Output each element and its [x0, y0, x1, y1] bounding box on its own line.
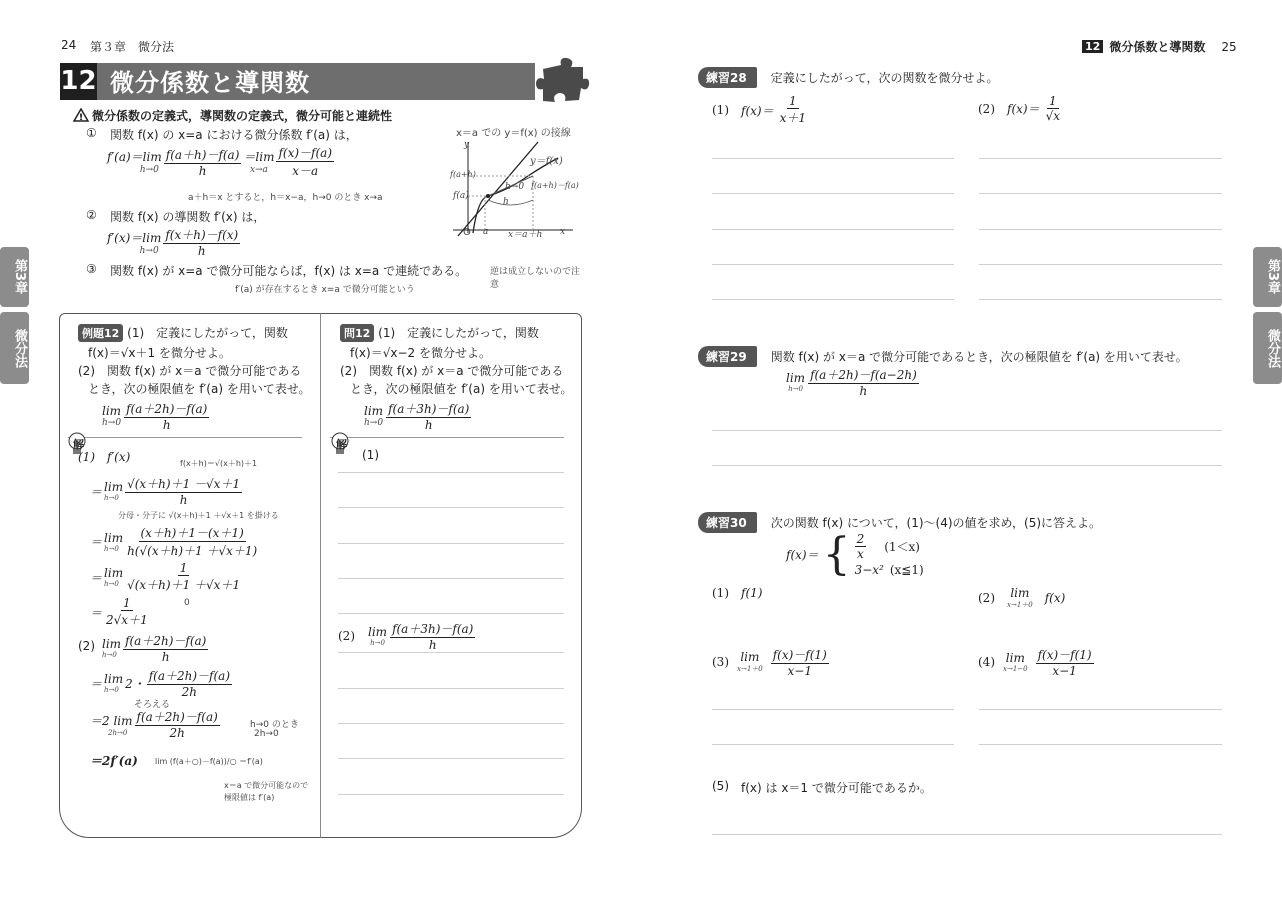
problem-line-5: [338, 613, 564, 614]
left-chapter-header: 第３章 微分法: [90, 40, 175, 54]
graph-fah-label: f(a+h): [450, 170, 476, 179]
ex29-limit: lim h→0 $\frac{f(a+2h)-f(a-2h)}{h}$: [786, 368, 917, 398]
right-header-title: 微分係数と導関数: [1109, 40, 1206, 54]
problem-line-3: [338, 543, 564, 544]
item1-number: ①: [86, 126, 97, 140]
problem-limit: lim h→0 $\frac{f(a+3h)-f(a)}{h}$: [364, 402, 470, 432]
ex28-line-r5: [979, 299, 1222, 300]
item2-number: ②: [86, 208, 97, 222]
ex30-label: 練習30: [698, 512, 757, 533]
ex30-header: 練習30 次の関数 f(x) について，(1)〜(4)の値を求め，(5)に答えよ。: [698, 512, 1101, 533]
ex28-line-l2: [712, 193, 954, 194]
problem-line-2: [338, 507, 564, 508]
right-side-tab-topic: 微分法: [1253, 312, 1282, 384]
ex29-line-1: [712, 430, 1222, 431]
ex30-line-l2: [712, 744, 954, 745]
graph-y-axis-label: y: [464, 140, 470, 150]
example-label: 例題12: [78, 324, 123, 342]
section-title: 微分係数と導関数: [110, 69, 310, 97]
sol-step2-note: 分母・分子に √(x＋h)＋1 ＋√x＋1 を掛ける: [118, 511, 279, 520]
sol-step2: ＝ lim h→0 $\frac{√(x+h)+1 -√x+1}{h}$: [90, 477, 241, 507]
problem-solution-label: 解: [336, 438, 347, 451]
right-page-number: 25: [1221, 39, 1237, 54]
right-header-number: 12: [1082, 40, 1103, 53]
ex28-line-r4: [979, 264, 1222, 265]
sol-step4: ＝ lim h→0 $\frac{1}{√(x+h)+1 +√x+1}$: [90, 561, 241, 592]
graph-xah-label: x＝a＋h: [508, 230, 543, 240]
problem-q2: (2) 関数 f(x) が x＝a で微分可能である: [340, 364, 564, 378]
solution-label: 解: [73, 438, 84, 451]
item1-text: 関数 f(x) の x=a における微分係数 f′(a) は，: [110, 128, 358, 142]
ex28-line-l3: [712, 229, 954, 230]
sol-step1: (1) f′(x): [78, 450, 131, 464]
graph-x-axis-label: x: [560, 227, 566, 237]
keypoint-icon: [73, 107, 89, 121]
example-q1b: f(x)＝√x＋1 を微分せよ。: [88, 346, 231, 360]
ex29-label: 練習29: [698, 346, 757, 367]
sol-part2-step3: ＝2 lim 2h→0 $\frac{f(a+2h)-f(a)}{2h}$: [90, 710, 218, 740]
ex30-definition: f(x)＝ { $\frac{2}{x}$ (1＜x) 3−x² (x≦1): [786, 528, 924, 580]
item2-text: 関数 f(x) の導関数 f′(x) は，: [110, 210, 266, 224]
ex30-part1: (1) f(1): [712, 586, 763, 600]
ex28-line-r1: [979, 158, 1222, 159]
keypoint-title: 微分係数の定義式，導関数の定義式，微分可能と連続性: [92, 109, 393, 123]
ex30-line-l1: [712, 709, 954, 710]
ex30-line-5: [712, 834, 1222, 835]
sol-part2-step2-note: そろえる: [134, 700, 171, 710]
ex30-line-r1: [979, 709, 1222, 710]
item3-number: ③: [86, 262, 97, 276]
svg-text:!: !: [78, 113, 84, 122]
graph-diff-label: f(a+h)－f(a): [531, 181, 579, 190]
problem-line-7: [338, 688, 564, 689]
sol-part2-result-note: lim (f(a＋○)－f(a))/○ ＝f′(a): [155, 757, 263, 766]
left-page-number: 24: [61, 38, 77, 52]
item3-note: 逆は成立しないので注意: [490, 267, 581, 290]
example-q2: (2) 関数 f(x) が x＝a で微分可能である: [78, 364, 302, 378]
right-side-tab-chapter: 第3章: [1253, 247, 1282, 307]
sol-step5: ＝ $\frac{1}{2√x+1}$: [90, 596, 148, 627]
sol-part2-step2: ＝ lim h→0 2・ $\frac{f(a+2h)-f(a)}{2h}$: [90, 669, 231, 699]
problem-label: 問12: [340, 324, 374, 342]
problem-line-1: [338, 472, 564, 473]
graph-caption: x＝a での y＝f(x) の接線: [456, 128, 571, 139]
ex28-line-l4: [712, 264, 954, 265]
problem-divider: [330, 437, 564, 438]
ex28-line-r3: [979, 229, 1222, 230]
ex28-header: 練習28 定義にしたがって，次の関数を微分せよ。: [698, 67, 998, 88]
problem-answer2: (2) lim h→0 $\frac{f(a+3h)-f(a)}{h}$: [338, 622, 474, 652]
problem-line-10: [338, 794, 564, 795]
example-limit: lim h→0 $\frac{f(a+2h)-f(a)}{h}$: [102, 402, 208, 432]
example-q2b: とき，次の極限値を f′(a) を用いて表せ。: [88, 382, 311, 396]
problem-q2b: とき，次の極限値を f′(a) を用いて表せ。: [350, 382, 573, 396]
formula2: f′(x)＝lim h→0 $\frac{f(x+h)-f(x)}{h}$: [107, 228, 239, 258]
ex30-part4: (4) lim x→1−0 $\frac{f(x)-f(1)}{x-1}$: [978, 648, 1092, 678]
sol-part2-label: (2): [78, 639, 95, 653]
example-divider: [68, 437, 302, 438]
sol-part2-result: ＝2f′(a): [90, 754, 138, 768]
sol-part2-result-note3: 極限値は f′(a): [224, 793, 275, 802]
graph-h-label: h: [503, 197, 509, 207]
example-header: 例題12 (1) 定義にしたがって，関数: [78, 324, 288, 342]
problem-answer1-label: (1): [362, 448, 379, 462]
graph-h0-label: h→0: [505, 182, 525, 192]
problem-line-6: [338, 652, 564, 653]
item3-text: 関数 f(x) が x=a で微分可能ならば，f(x) は x=a で連続である。: [110, 264, 468, 278]
ex30-line-r2: [979, 744, 1222, 745]
sol-part2-step3-note1: h→0 のとき: [250, 720, 299, 730]
ex29-line-2: [712, 465, 1222, 466]
item3-subnote: f′(a) が存在するとき x=a で微分可能という: [235, 285, 415, 295]
left-side-tab-topic: 微分法: [0, 312, 29, 384]
puzzle-icon: [535, 55, 590, 105]
sol-step1-note: f(x＋h)＝√(x＋h)＋1: [180, 459, 258, 468]
sol-part2-result-note2: x＝a で微分可能なので: [224, 781, 309, 790]
sol-step3: ＝ lim h→0 $\frac{(x+h)+1-(x+1)}{h(√(x+h)+1 +√x+1)}$: [90, 526, 258, 558]
graph-fx-label: y＝f(x): [530, 156, 563, 167]
ex28-line-r2: [979, 193, 1222, 194]
ex28-line-l1: [712, 158, 954, 159]
graph-origin: O: [463, 227, 471, 238]
formula1: f′(a)＝lim h→0 $\frac{f(a+h)-f(a)}{h}$ ＝lim x→a $\frac{f(x)-f(a)}{x-a}$: [107, 146, 333, 178]
problem-line-4: [338, 578, 564, 579]
ex30-part3: (3) lim x→1＋0 $\frac{f(x)-f(1)}{x-1}$: [712, 648, 827, 678]
left-side-tab-chapter: 第3章: [0, 247, 29, 307]
formula1-note: a＋h＝x とすると，h＝x−a，h→0 のとき x→a: [188, 193, 383, 203]
right-header: [1082, 38, 1237, 55]
ex30-part5: (5) f(x) は x＝1 で微分可能であるか。: [712, 779, 932, 795]
problem-line-8: [338, 723, 564, 724]
ex29-header: 練習29 関数 f(x) が x＝a で微分可能であるとき，次の極限値を f′(a) を用いて表せ。: [698, 346, 1188, 367]
sol-part2-step1: lim h→0 $\frac{f(a+2h)-f(a)}{h}$: [102, 634, 207, 664]
ex30-part2: (2) lim x→1＋0 f(x): [978, 586, 1066, 609]
ex28-line-l5: [712, 299, 954, 300]
sol-step4-note: 0: [184, 598, 190, 608]
ex28-part1: (1) f(x)＝ $\frac{1}{x+1}$: [712, 94, 806, 125]
ex28-label: 練習28: [698, 67, 757, 88]
graph-fa-label: f(a): [453, 191, 469, 201]
graph-a-label: a: [483, 227, 489, 237]
problem-line-9: [338, 758, 564, 759]
ex28-part2: (2) f(x)＝ $\frac{1}{√x}$: [978, 94, 1060, 123]
section-number: 12: [60, 63, 97, 100]
problem-header: 問12 (1) 定義にしたがって，関数: [340, 324, 539, 342]
problem-q1b: f(x)＝√x−2 を微分せよ。: [350, 346, 491, 360]
sol-part2-step3-note2: 2h→0: [254, 729, 279, 739]
